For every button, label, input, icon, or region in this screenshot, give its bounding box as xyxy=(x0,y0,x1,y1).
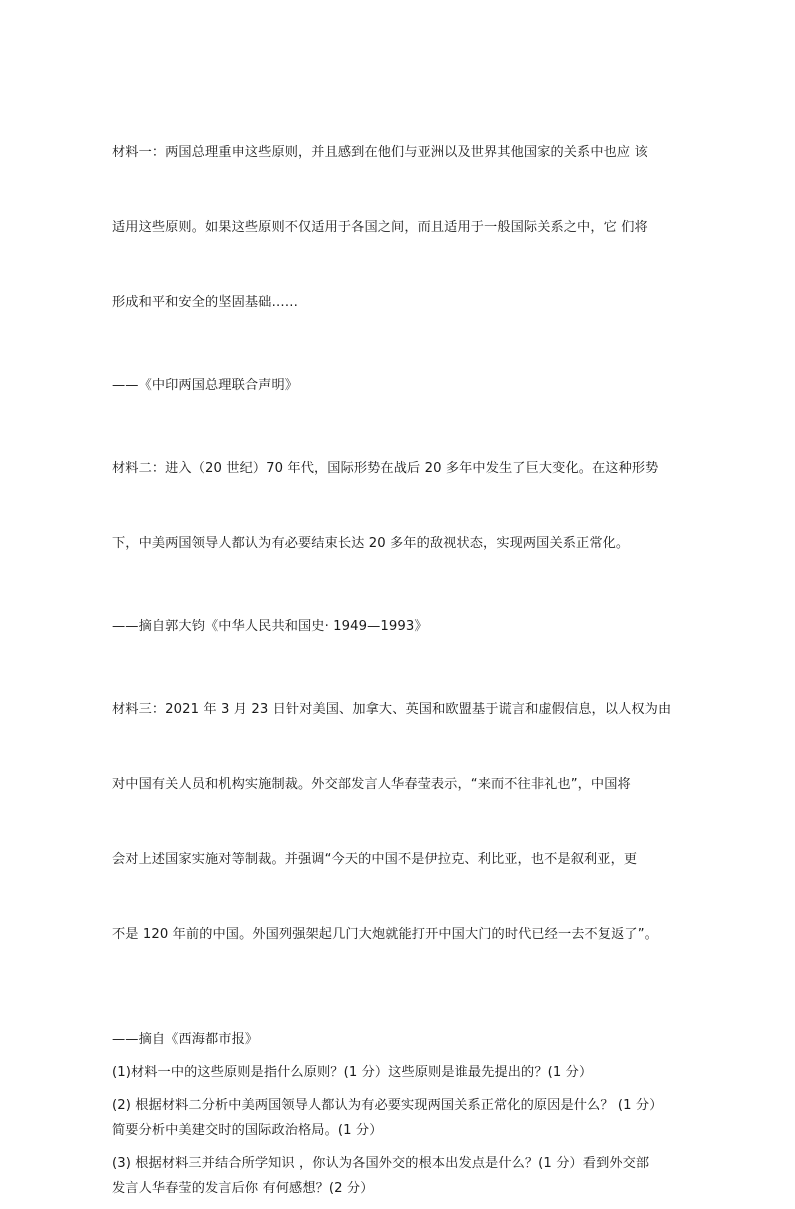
material-three-line: 材料三：2021 年 3 月 23 日针对美国、加拿大、英国和欧盟基于谎言和虚假信息，以人权为由 xyxy=(112,702,672,717)
question-one-line: (1)材料一中的这些原则是指什么原则？(1 分）这些原则是谁最先提出的？(1 分） xyxy=(112,1065,593,1080)
question-three xyxy=(112,1151,687,1201)
document-content xyxy=(112,90,687,1209)
spacer xyxy=(112,1005,687,1027)
material-one-line: 形成和平和安全的坚固基础…… xyxy=(112,295,299,310)
material-one-line: 适用这些原则。如果这些原则不仅适用于各国之间，而且适用于一般国际关系之中，它 们将 xyxy=(112,220,648,235)
question-two xyxy=(112,1093,687,1143)
question-three-line: 发言人华春莹的发言后你 有何感想？(2 分） xyxy=(112,1181,374,1196)
material-two-paragraph xyxy=(112,406,687,606)
question-two-line: (2) 根据材料二分析中美两国领导人都认为有必要实现两国关系正常化的原因是什么？ (1 分） xyxy=(112,1098,663,1113)
material-one-paragraph xyxy=(112,90,687,365)
material-one-line: 材料一：两国总理重申这些原则，并且感到在他们与亚洲以及世界其他国家的关系中也应 该 xyxy=(112,145,648,160)
question-three-line: (3) 根据材料三并结合所学知识 ，你认为各国外交的根本出发点是什么？(1 分）看到外交部 xyxy=(112,1156,650,1171)
material-three-line: 对中国有关人员和机构实施制裁。外交部发言人华春莹表示，“来而不往非礼也”，中国将 xyxy=(112,777,631,792)
material-three-paragraph xyxy=(112,647,687,997)
material-two-source: ——摘自郭大钧《中华人民共和国史· 1949—1993》 xyxy=(112,619,428,634)
material-one-source: ——《中印两国总理联合声明》 xyxy=(112,378,299,393)
material-three-line: 不是 120 年前的中国。外国列强架起几门大炮就能打开中国大门的时代已经一去不复返了”。 xyxy=(112,927,658,942)
material-three-source: ——摘自《西海都市报》 xyxy=(112,1032,259,1047)
question-one xyxy=(112,1060,687,1085)
question-two-line: 简要分析中美建交时的国际政治格局。(1 分） xyxy=(112,1123,383,1138)
material-three-line: 会对上述国家实施对等制裁。并强调“今天的中国不是伊拉克、利比亚，也不是叙利亚，更 xyxy=(112,852,638,867)
material-two-line: 材料二：进入（20 世纪）70 年代，国际形势在战后 20 多年中发生了巨大变化。在这种形势 xyxy=(112,461,659,476)
material-two-line: 下，中美两国领导人都认为有必要结束长达 20 多年的敌视状态，实现两国关系正常化。 xyxy=(112,536,630,551)
